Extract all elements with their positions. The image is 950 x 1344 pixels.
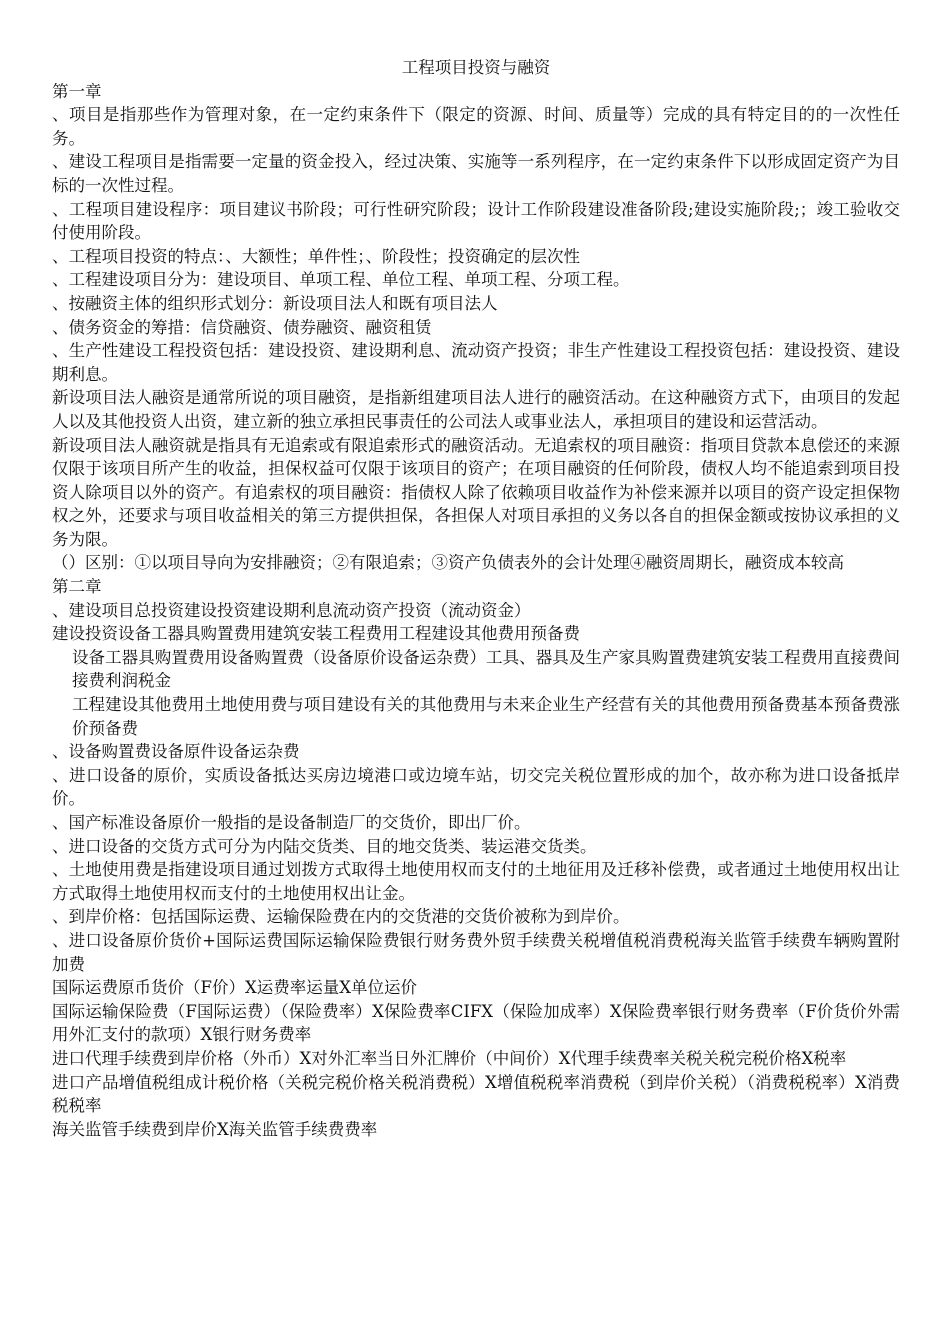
paragraph: 、进口设备的原价，实质设备抵达买房边境港口或边境车站，切交完关税位置形成的加个，故亦称为进口设备抵岸价。 [52,765,900,809]
paragraph: 进口产品增值税组成计税价格（关税完税价格关税消费税）X增值税税率消费税（到岸价关税）（消费税税率）X消费税税率 [52,1072,900,1116]
paragraph: 第二章 [52,577,102,597]
paragraph: 、生产性建设工程投资包括：建设投资、建设期利息、流动资产投资；非生产性建设工程投资包括：建设投资、建设期利息。 [52,341,900,384]
paragraph: 、项目是指那些作为管理对象，在一定约束条件下（限定的资源、时间、质量等）完成的具有特定目的的一次性任务。 [52,105,900,148]
paragraph: 、建设项目总投资建设投资建设期利息流动资产投资（流动资金） [52,600,531,620]
paragraph: 、进口设备原价货价+国际运费国际运输保险费银行财务费外贸手续费关税增值税消费税海关监管手续费车辆购置附加费 [52,930,900,974]
paragraph: 、设备购置费设备原件设备运杂费 [52,742,300,762]
paragraph: 、工程项目投资的特点：、大额性；单件性；、阶段性；投资确定的层次性 [52,246,580,266]
paragraph: 、工程建设项目分为：建设项目、单项工程、单位工程、单项工程、分项工程。 [52,270,630,290]
paragraph: 建设投资设备工器具购置费用建筑安装工程费用工程建设其他费用预备费 [52,624,580,644]
paragraph: 、土地使用费是指建设项目通过划拨方式取得土地使用权而支付的土地征用及迁移补偿费，或者通过土地使用权出让方式取得土地使用权而支付的土地使用权出让金。 [52,860,900,903]
paragraph: 国际运费原币货价（F价）X运费率运量X单位运价 [52,978,417,998]
paragraph: 工程建设其他费用土地使用费与项目建设有关的其他费用与未来企业生产经营有关的其他费用预备费基本预备费涨价预备费 [72,695,900,738]
paragraph: 、债务资金的筹措：信贷融资、债券融资、融资租赁 [52,317,432,337]
paragraph: 、建设工程项目是指需要一定量的资金投入，经过决策、实施等一系列程序，在一定约束条件下以形成固定资产为目标的一次性过程。 [52,152,900,195]
paragraph: 、到岸价格：包括国际运费、运输保险费在内的交货港的交货价被称为到岸价。 [52,907,630,927]
paragraph: 国际运输保险费（F国际运费）（保险费率）X保险费率CIFX（保险加成率）X保险费率银行财务费率（F价货价外需用外汇支付的款项）X银行财务费率 [52,1001,900,1045]
document-body [52,80,900,1142]
paragraph: 新设项目法人融资是通常所说的项目融资，是指新组建项目法人进行的融资活动。在这种融资方式下，由项目的发起人以及其他投资人出资，建立新的独立承担民事责任的公司法人或事业法人，承担项目的建设和运营活动。 [52,388,900,431]
paragraph: 、按融资主体的组织形式划分：新设项目法人和既有项目法人 [52,293,498,313]
paragraph: （）区别：①以项目导向为安排融资；②有限追索；③资产负债表外的会计处理④融资周期长，融资成本较高 [52,553,844,573]
paragraph: 新设项目法人融资就是指具有无追索或有限追索形式的融资活动。无追索权的项目融资：指项目贷款本息偿还的来源仅限于该项目所产生的收益，担保权益可仅限于该项目的资产；在项目融资的任何阶段，债权人均不能追索到项目投资人除项目以外的资产。有追索权的项目融资：指债权人除了依赖项目收益作为补偿来源并以项目的资产设定担保物权之外，还要求与项目收益相关的第三方提供担保，各担保人对项目承担的义务以各自的担保金额或按协议承担的义务为限。 [52,435,900,549]
paragraph: 第一章 [52,81,102,101]
document-title: 工程项目投资与融资 [401,58,551,77]
paragraph: 进口代理手续费到岸价格（外币）X对外汇率当日外汇牌价（中间价）X代理手续费率关税关税完税价格X税率 [52,1048,847,1068]
paragraph: 、进口设备的交货方式可分为内陆交货类、目的地交货类、装运港交货类。 [52,836,597,856]
paragraph: 海关监管手续费到岸价X海关监管手续费费率 [52,1119,378,1139]
paragraph: 、工程项目建设程序：项目建议书阶段；可行性研究阶段；设计工作阶段建设准备阶段;建设实施阶段;；竣工验收交付使用阶段。 [52,199,900,243]
paragraph: 、国产标准设备原价一般指的是设备制造厂的交货价，即出厂价。 [52,813,531,832]
paragraph: 设备工器具购置费用设备购置费（设备原价设备运杂费）工具、器具及生产家具购置费建筑安装工程费用直接费间接费利润税金 [72,647,900,691]
